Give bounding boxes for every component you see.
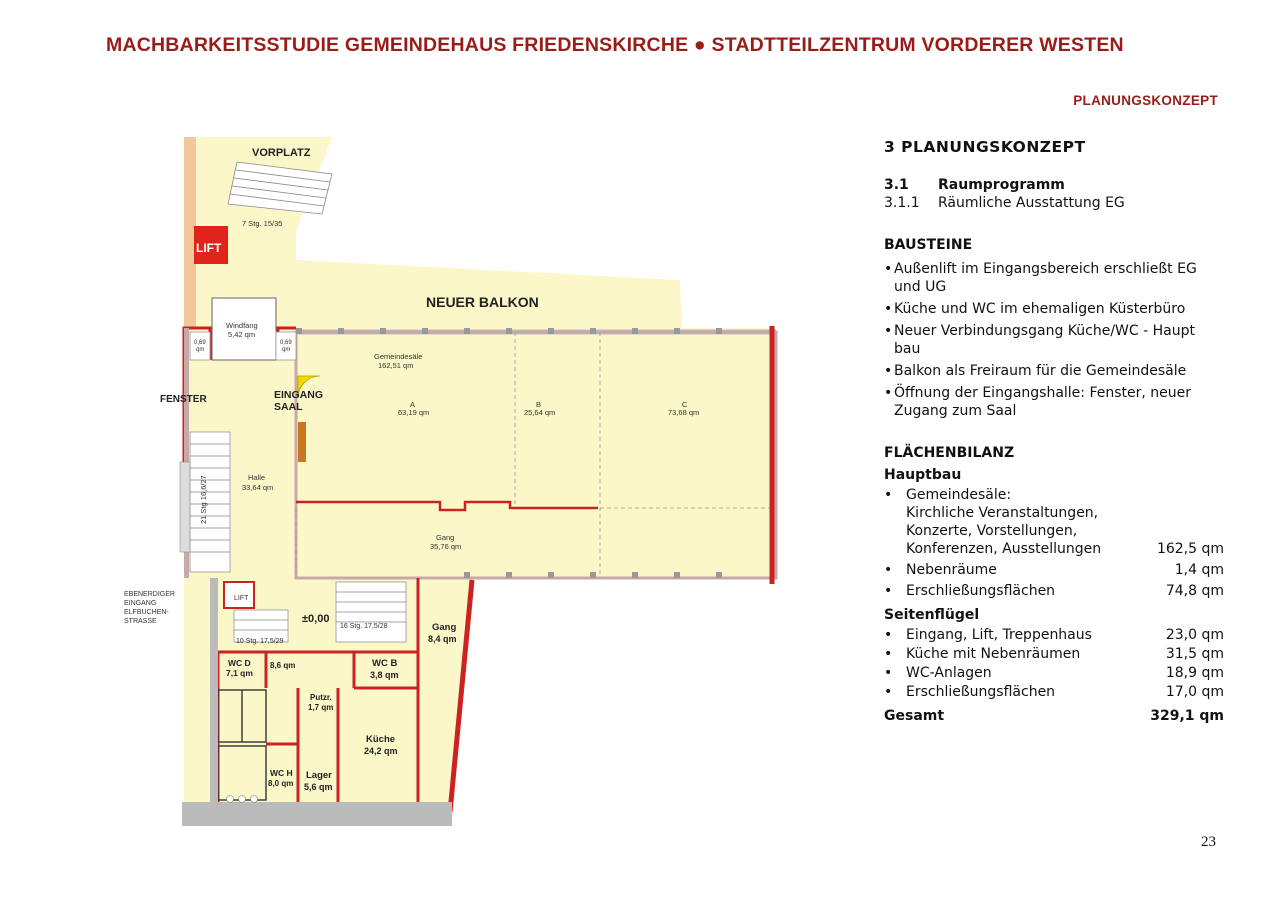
label-gang: Gang <box>436 533 455 542</box>
label-c-area: 73,68 qm <box>668 408 700 417</box>
label-saal: SAAL <box>274 401 303 413</box>
label-b-area: 25,64 qm <box>524 408 556 417</box>
seitenfluegel-heading: Seitenflügel <box>884 607 980 623</box>
subsection-ausstattung: 3.1.1 Räumliche Ausstattung EG <box>884 195 1125 211</box>
label-lift-small: LIFT <box>234 595 249 602</box>
floor-plan <box>110 132 790 832</box>
label-86: 8,6 qm <box>270 661 296 670</box>
list-item: • Öffnung der Eingangshalle: Fenster, neuer Zugang zum Saal <box>884 384 1224 420</box>
label-putzr-area: 1,7 qm <box>308 703 334 712</box>
label-eingang: EINGANG <box>274 389 324 401</box>
table-row-value: 162,5 qm <box>1156 541 1224 557</box>
table-row-value: 31,5 qm <box>1165 646 1224 662</box>
flaechenbilanz-heading: FLÄCHENBILANZ <box>884 445 1015 461</box>
table-row-value: 1,4 qm <box>1174 562 1224 578</box>
label-halle: Halle <box>248 473 266 482</box>
label-stairs-10: 10 Stg. 17,5/29 <box>236 638 284 645</box>
table-row-value: 17,0 qm <box>1165 684 1224 700</box>
label-small-left: 0,69 <box>194 340 206 346</box>
label-level: ±0,00 <box>302 613 330 625</box>
label-stairs-left: 21 Stg 16,6/27 <box>199 475 208 524</box>
label-a-area: 63,19 qm <box>398 408 430 417</box>
label-gemeindesaele: Gemeindesäle <box>374 352 423 361</box>
gesamt-row: Gesamt 329,1 qm <box>884 708 1224 724</box>
label-eben2: EINGANG <box>124 600 157 607</box>
plan-fills <box>184 137 776 812</box>
label-kueche: Küche <box>366 734 396 745</box>
table-row-label: Küche mit Nebenräumen <box>906 646 1081 662</box>
label-eben4: STRASSE <box>124 618 157 625</box>
label-gang2: Gang <box>432 622 457 633</box>
subsection-raumprogramm: 3.1 Raumprogramm <box>884 177 1065 193</box>
label-eben1: EBENERDIGER <box>124 591 175 598</box>
document-title: MACHBARKEITSSTUDIE GEMEINDEHAUS FRIEDENSKIRCHE ● STADTTEILZENTRUM VORDERER WESTEN <box>106 34 1124 56</box>
content-column <box>884 138 1224 725</box>
label-small-left-unit: qm <box>196 347 205 353</box>
label-halle-area: 33,64 qm <box>242 483 274 492</box>
chapter-heading: 3 PLANUNGSKONZEPT <box>884 138 1086 156</box>
page-number: 23 <box>1201 834 1216 850</box>
hauptbau-heading: Hauptbau <box>884 467 962 483</box>
table-row-label: Erschließungsflächen <box>906 684 1056 700</box>
label-a: A <box>410 400 416 409</box>
label-eben3: ELFBUCHEN- <box>124 609 169 616</box>
table-row-label: Eingang, Lift, Treppenhaus <box>906 627 1092 643</box>
hauptbau-table: • Gemeindesäle: Kirchliche Veranstaltungen, Konzerte, Vorstellungen, Konferenzen, Ausstellungen 162,5 qm • Nebenräume 1,4 qm • Erschließungsflächen 74,8 qm <box>884 487 1224 599</box>
label-wch-area: 8,0 qm <box>268 779 294 788</box>
label-small-right-unit: qm <box>282 347 291 353</box>
bausteine-heading: BAUSTEINE <box>884 237 973 253</box>
label-wcd-area: 7,1 qm <box>226 668 253 678</box>
table-row-label: Nebenräume <box>906 562 997 578</box>
list-item: • Balkon als Freiraum für die Gemeindesäle <box>884 362 1224 380</box>
label-gang2-area: 8,4 qm <box>428 634 457 644</box>
seitenfluegel-table: • Eingang, Lift, Treppenhaus 23,0 qm • Küche mit Nebenräumen 31,5 qm • WC-Anlagen 18,9 qm • Erschließungsflächen 17,0 qm <box>884 627 1224 700</box>
table-row-label: Gemeindesäle: Kirchliche Veranstaltungen, Konzerte, Vorstellungen, Konferenzen, Ausstellungen <box>906 487 1102 557</box>
list-item: • Küche und WC im ehemaligen Küsterbüro <box>884 300 1224 318</box>
label-small-right: 0,69 <box>280 340 292 346</box>
label-lager-area: 5,6 qm <box>304 782 333 792</box>
table-row-value: 23,0 qm <box>1165 627 1224 643</box>
label-fenster: FENSTER <box>160 394 207 405</box>
list-item: • Neuer Verbindungsgang Küche/WC - Haupt bau <box>884 322 1224 358</box>
label-gang-area: 35,76 qm <box>430 542 462 551</box>
label-wch: WC H <box>270 768 293 778</box>
label-wcb-area: 3,8 qm <box>370 670 399 680</box>
label-lift: LIFT <box>196 241 222 255</box>
label-c: C <box>682 400 688 409</box>
list-item: • Außenlift im Eingangsbereich erschließt EG und UG <box>884 260 1224 296</box>
section-label: PLANUNGSKONZEPT <box>1073 93 1218 108</box>
label-wcd: WC D <box>228 658 251 668</box>
table-row-label: Erschließungsflächen <box>906 583 1056 599</box>
label-gemeindesaele-area: 162,51 qm <box>378 361 414 370</box>
label-stairs-top: 7 Stg. 15/35 <box>242 219 283 228</box>
table-row-label: WC-Anlagen <box>906 665 992 681</box>
label-putzr: Putzr. <box>310 693 332 702</box>
label-lager: Lager <box>306 770 332 781</box>
label-stairs-16: 16 Stg. 17,5/28 <box>340 623 388 630</box>
table-row-value: 18,9 qm <box>1165 665 1224 681</box>
label-neuer-balkon: NEUER BALKON <box>426 294 539 310</box>
label-vorplatz: VORPLATZ <box>252 147 311 159</box>
label-kueche-area: 24,2 qm <box>364 746 398 756</box>
label-windfang: Windfang <box>226 321 258 330</box>
label-windfang-area: 5,42 qm <box>228 330 256 339</box>
bausteine-list <box>884 260 1224 420</box>
label-wcb: WC B <box>372 658 398 669</box>
table-row-value: 74,8 qm <box>1165 583 1224 599</box>
label-b: B <box>536 400 542 409</box>
